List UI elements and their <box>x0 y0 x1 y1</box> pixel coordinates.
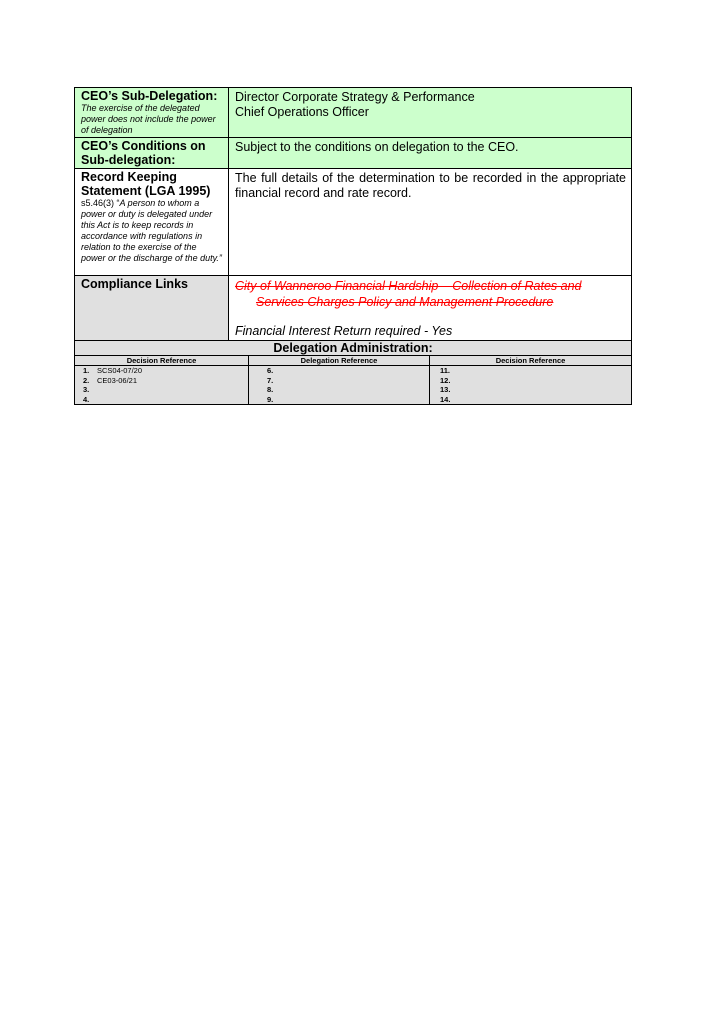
sub-delegation-label-cell <box>75 88 229 138</box>
admin-row <box>75 366 248 376</box>
record-keeping-quote: A person to whom a power or duty is delegated under this Act is to keep records in accordance with regulations in relation to the exercise of the power or the discharge of the duty.” <box>81 198 222 263</box>
row-number: 9. <box>267 394 274 404</box>
admin-column-header: Decision Reference <box>430 356 631 366</box>
sub-delegation-value-cell <box>229 88 632 138</box>
conditions-row <box>75 138 632 169</box>
row-number: 2. <box>83 375 90 385</box>
admin-row <box>430 385 631 395</box>
admin-row <box>249 385 429 395</box>
compliance-value-cell <box>229 276 632 341</box>
record-keeping-section: s5.46(3) “ <box>81 198 120 208</box>
admin-row <box>75 376 248 386</box>
record-keeping-row <box>75 169 632 276</box>
admin-column-3 <box>430 356 632 405</box>
row-number: 11. <box>440 366 451 375</box>
conditions-value-cell <box>229 138 632 169</box>
row-number: 12. <box>440 375 451 385</box>
admin-column-1 <box>75 356 249 405</box>
record-keeping-value: The full details of the determination to be recorded in the appropriate financial record and rate record. <box>235 171 626 200</box>
sub-delegation-note: The exercise of the delegated power does not include the power of delegation <box>81 103 216 135</box>
admin-column-header: Delegation Reference <box>249 356 429 366</box>
struck-policy-link-line2: Services Charges Policy and Management Procedure <box>256 295 554 309</box>
row-number: 8. <box>267 385 274 394</box>
admin-row <box>75 385 248 395</box>
admin-row <box>430 366 631 376</box>
compliance-label-cell <box>75 276 229 341</box>
sub-delegate-1: Director Corporate Strategy & Performance <box>235 90 475 104</box>
sub-delegation-label: CEO’s Sub-Delegation: <box>81 89 218 103</box>
admin-column-header: Decision Reference <box>75 356 248 366</box>
row-number: 1. <box>83 366 90 375</box>
delegation-document <box>74 87 632 405</box>
row-number: 7. <box>267 375 274 385</box>
row-number: 4. <box>83 394 90 404</box>
record-keeping-label: Record Keeping Statement (LGA 1995) <box>81 170 211 198</box>
conditions-label-cell <box>75 138 229 169</box>
record-keeping-label-cell <box>75 169 229 276</box>
delegation-administration-heading: Delegation Administration: <box>74 341 632 356</box>
compliance-label: Compliance Links <box>81 277 188 291</box>
admin-row <box>430 395 631 405</box>
admin-row <box>249 395 429 405</box>
admin-column-2 <box>249 356 430 405</box>
sub-delegation-row <box>75 88 632 138</box>
sub-delegate-2: Chief Operations Officer <box>235 105 369 119</box>
admin-row <box>249 366 429 376</box>
row-number: 13. <box>440 385 451 394</box>
row-number: 14. <box>440 394 451 404</box>
struck-policy-link-line1: City of Wanneroo Financial Hardship – Collection of Rates and <box>235 279 582 293</box>
row-number: 3. <box>83 385 90 394</box>
admin-row <box>75 395 248 405</box>
record-keeping-statement <box>81 198 223 264</box>
row-number: 6. <box>267 366 274 375</box>
conditions-label: CEO’s Conditions on Sub-delegation: <box>81 139 206 167</box>
record-keeping-value-cell <box>229 169 632 276</box>
admin-row <box>430 376 631 386</box>
delegation-table <box>74 87 632 341</box>
compliance-row <box>75 276 632 341</box>
admin-row <box>249 376 429 386</box>
delegation-administration-table <box>74 356 632 405</box>
conditions-value: Subject to the conditions on delegation to the CEO. <box>235 140 519 154</box>
financial-interest-return: Financial Interest Return required - Yes <box>235 324 453 338</box>
decision-reference-value: CE03-06/21 <box>97 375 138 385</box>
decision-reference-value: SCS04-07/20 <box>97 366 143 375</box>
